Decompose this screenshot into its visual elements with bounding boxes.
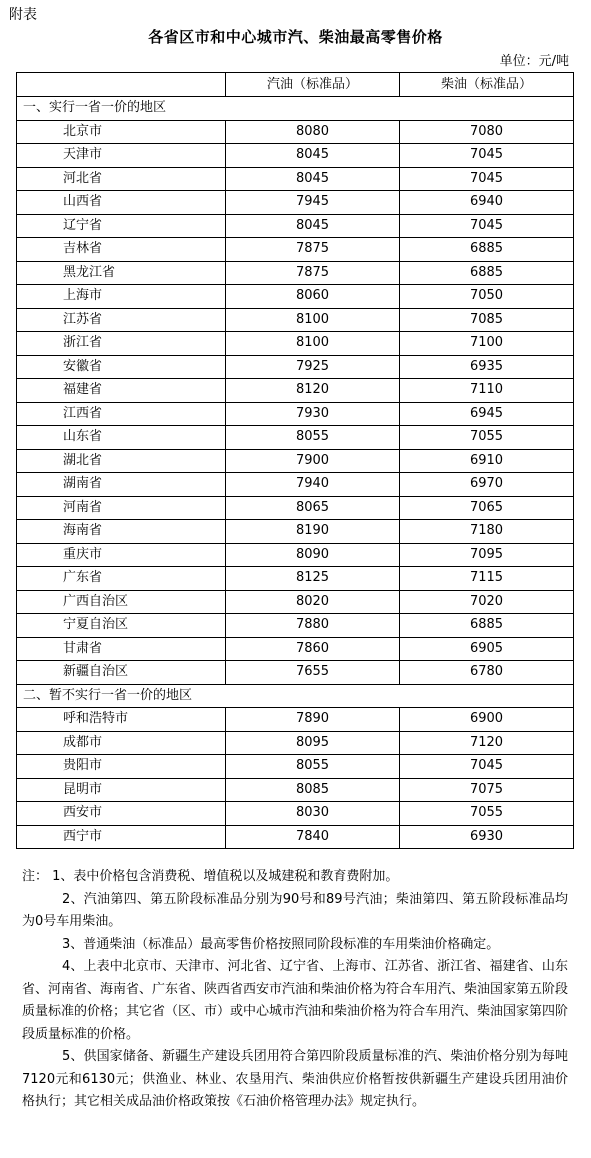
table-row (17, 661, 574, 685)
table-row (17, 567, 574, 591)
region-name-cell: 上海市 (17, 285, 226, 309)
diesel-price-cell: 7045 (400, 144, 574, 168)
gasoline-price-cell: 7930 (226, 402, 400, 426)
gasoline-price-cell: 8055 (226, 426, 400, 450)
gasoline-price-cell: 8030 (226, 802, 400, 826)
diesel-price-cell: 7180 (400, 520, 574, 544)
table-row (17, 120, 574, 144)
table-row (17, 473, 574, 497)
gasoline-price-cell: 8120 (226, 379, 400, 403)
diesel-price-cell: 7055 (400, 426, 574, 450)
table-row (17, 802, 574, 826)
table-row (17, 778, 574, 802)
diesel-price-cell: 7115 (400, 567, 574, 591)
gasoline-price-cell: 8085 (226, 778, 400, 802)
region-name-cell: 北京市 (17, 120, 226, 144)
diesel-price-cell: 7050 (400, 285, 574, 309)
page-title: 各省区市和中心城市汽、柴油最高零售价格 (148, 28, 443, 46)
region-name-cell: 海南省 (17, 520, 226, 544)
table-row (17, 449, 574, 473)
table-row (17, 332, 574, 356)
diesel-price-cell: 7085 (400, 308, 574, 332)
header-cell-region (17, 73, 226, 97)
gasoline-price-cell: 8045 (226, 167, 400, 191)
gasoline-price-cell: 7900 (226, 449, 400, 473)
note-5: 5、供国家储备、新疆生产建设兵团用符合第四阶段质量标准的汽、柴油价格分别为每吨7120元和6130元；供渔业、林业、农垦用汽、柴油供应价格暂按供新疆生产建设兵团用油价格执行；其它相关成品油价格政策按《石油价格管理办法》规定执行。 (22, 1049, 568, 1109)
section-title: 二、暂不实行一省一价的地区 (17, 684, 574, 708)
diesel-price-cell: 7100 (400, 332, 574, 356)
gasoline-price-cell: 8100 (226, 308, 400, 332)
diesel-price-cell: 7045 (400, 214, 574, 238)
diesel-price-cell: 6910 (400, 449, 574, 473)
region-name-cell: 贵阳市 (17, 755, 226, 779)
note-3: 3、普通柴油（标准品）最高零售价格按照同阶段标准的车用柴油价格确定。 (62, 936, 500, 952)
table-row (17, 637, 574, 661)
diesel-price-cell: 6970 (400, 473, 574, 497)
region-name-cell: 福建省 (17, 379, 226, 403)
region-name-cell: 甘肃省 (17, 637, 226, 661)
region-name-cell: 广西自治区 (17, 590, 226, 614)
gasoline-price-cell: 8125 (226, 567, 400, 591)
table-row (17, 755, 574, 779)
table-row (17, 167, 574, 191)
diesel-price-cell: 7110 (400, 379, 574, 403)
table-row (17, 825, 574, 849)
region-name-cell: 安徽省 (17, 355, 226, 379)
diesel-price-cell: 7120 (400, 731, 574, 755)
gasoline-price-cell: 8065 (226, 496, 400, 520)
diesel-price-cell: 7095 (400, 543, 574, 567)
annex-label: 附表 (9, 7, 37, 23)
note-2: 2、汽油第四、第五阶段标准品分别为90号和89号汽油；柴油第四、第五阶段标准品均为0号车用柴油。 (22, 891, 568, 929)
table-row (17, 379, 574, 403)
diesel-price-cell: 6905 (400, 637, 574, 661)
region-name-cell: 昆明市 (17, 778, 226, 802)
table-row (17, 261, 574, 285)
diesel-price-cell: 7080 (400, 120, 574, 144)
region-name-cell: 广东省 (17, 567, 226, 591)
table-row (17, 590, 574, 614)
gasoline-price-cell: 8045 (226, 144, 400, 168)
gasoline-price-cell: 8190 (226, 520, 400, 544)
gasoline-price-cell: 8045 (226, 214, 400, 238)
region-name-cell: 江苏省 (17, 308, 226, 332)
gasoline-price-cell: 7890 (226, 708, 400, 732)
note-4: 4、上表中北京市、天津市、河北省、辽宁省、上海市、江苏省、浙江省、福建省、山东省、河南省、海南省、广东省、陕西省西安市汽油和柴油价格为符合车用汽、柴油国家第五阶段质量标准的价格；其它省（区、市）或中心城市汽油和柴油价格为符合车用汽、柴油国家第四阶段质量标准的价格。 (22, 959, 569, 1042)
gasoline-price-cell: 8060 (226, 285, 400, 309)
gasoline-price-cell: 7925 (226, 355, 400, 379)
region-name-cell: 重庆市 (17, 543, 226, 567)
gasoline-price-cell: 8100 (226, 332, 400, 356)
region-name-cell: 西安市 (17, 802, 226, 826)
gasoline-price-cell: 7860 (226, 637, 400, 661)
diesel-price-cell: 6945 (400, 402, 574, 426)
table-row (17, 402, 574, 426)
table-row (17, 426, 574, 450)
diesel-price-cell: 6885 (400, 238, 574, 262)
gasoline-price-cell: 7945 (226, 191, 400, 215)
table-row (17, 614, 574, 638)
region-name-cell: 河北省 (17, 167, 226, 191)
region-name-cell: 江西省 (17, 402, 226, 426)
region-name-cell: 西宁市 (17, 825, 226, 849)
table-row (17, 708, 574, 732)
table-row (17, 543, 574, 567)
diesel-price-cell: 6900 (400, 708, 574, 732)
table-row (17, 285, 574, 309)
unit-label: 单位：元/吨 (499, 54, 569, 69)
gasoline-price-cell: 8090 (226, 543, 400, 567)
region-name-cell: 成都市 (17, 731, 226, 755)
diesel-price-cell: 6935 (400, 355, 574, 379)
gasoline-price-cell: 8055 (226, 755, 400, 779)
header-cell-gasoline: 汽油（标准品） (226, 73, 400, 97)
table-row (17, 731, 574, 755)
region-name-cell: 河南省 (17, 496, 226, 520)
region-name-cell: 山东省 (17, 426, 226, 450)
table-row (17, 308, 574, 332)
section-row (17, 684, 574, 708)
region-name-cell: 山西省 (17, 191, 226, 215)
notes (22, 866, 568, 1114)
note-1: 注： 1、表中价格包含消费税、增值税以及城建税和教育费附加。 (22, 869, 399, 884)
table-header-row (17, 73, 574, 97)
diesel-price-cell: 6885 (400, 614, 574, 638)
diesel-price-cell: 7020 (400, 590, 574, 614)
region-name-cell: 宁夏自治区 (17, 614, 226, 638)
diesel-price-cell: 6940 (400, 191, 574, 215)
table-row (17, 238, 574, 262)
table-row (17, 355, 574, 379)
table-row (17, 214, 574, 238)
gasoline-price-cell: 7875 (226, 238, 400, 262)
table-row (17, 191, 574, 215)
diesel-price-cell: 6930 (400, 825, 574, 849)
diesel-price-cell: 6780 (400, 661, 574, 685)
gasoline-price-cell: 7880 (226, 614, 400, 638)
region-name-cell: 湖北省 (17, 449, 226, 473)
diesel-price-cell: 7045 (400, 755, 574, 779)
gasoline-price-cell: 7940 (226, 473, 400, 497)
diesel-price-cell: 7055 (400, 802, 574, 826)
region-name-cell: 辽宁省 (17, 214, 226, 238)
region-name-cell: 新疆自治区 (17, 661, 226, 685)
diesel-price-cell: 6885 (400, 261, 574, 285)
diesel-price-cell: 7065 (400, 496, 574, 520)
region-name-cell: 呼和浩特市 (17, 708, 226, 732)
table-row (17, 520, 574, 544)
price-table (16, 72, 574, 849)
section-title: 一、实行一省一价的地区 (17, 97, 574, 121)
gasoline-price-cell: 7875 (226, 261, 400, 285)
region-name-cell: 浙江省 (17, 332, 226, 356)
gasoline-price-cell: 8095 (226, 731, 400, 755)
gasoline-price-cell: 7655 (226, 661, 400, 685)
diesel-price-cell: 7045 (400, 167, 574, 191)
region-name-cell: 吉林省 (17, 238, 226, 262)
gasoline-price-cell: 8080 (226, 120, 400, 144)
table-row (17, 496, 574, 520)
diesel-price-cell: 7075 (400, 778, 574, 802)
table-row (17, 144, 574, 168)
region-name-cell: 黑龙江省 (17, 261, 226, 285)
region-name-cell: 天津市 (17, 144, 226, 168)
header-cell-diesel: 柴油（标准品） (400, 73, 574, 97)
gasoline-price-cell: 7840 (226, 825, 400, 849)
section-row (17, 97, 574, 121)
region-name-cell: 湖南省 (17, 473, 226, 497)
gasoline-price-cell: 8020 (226, 590, 400, 614)
